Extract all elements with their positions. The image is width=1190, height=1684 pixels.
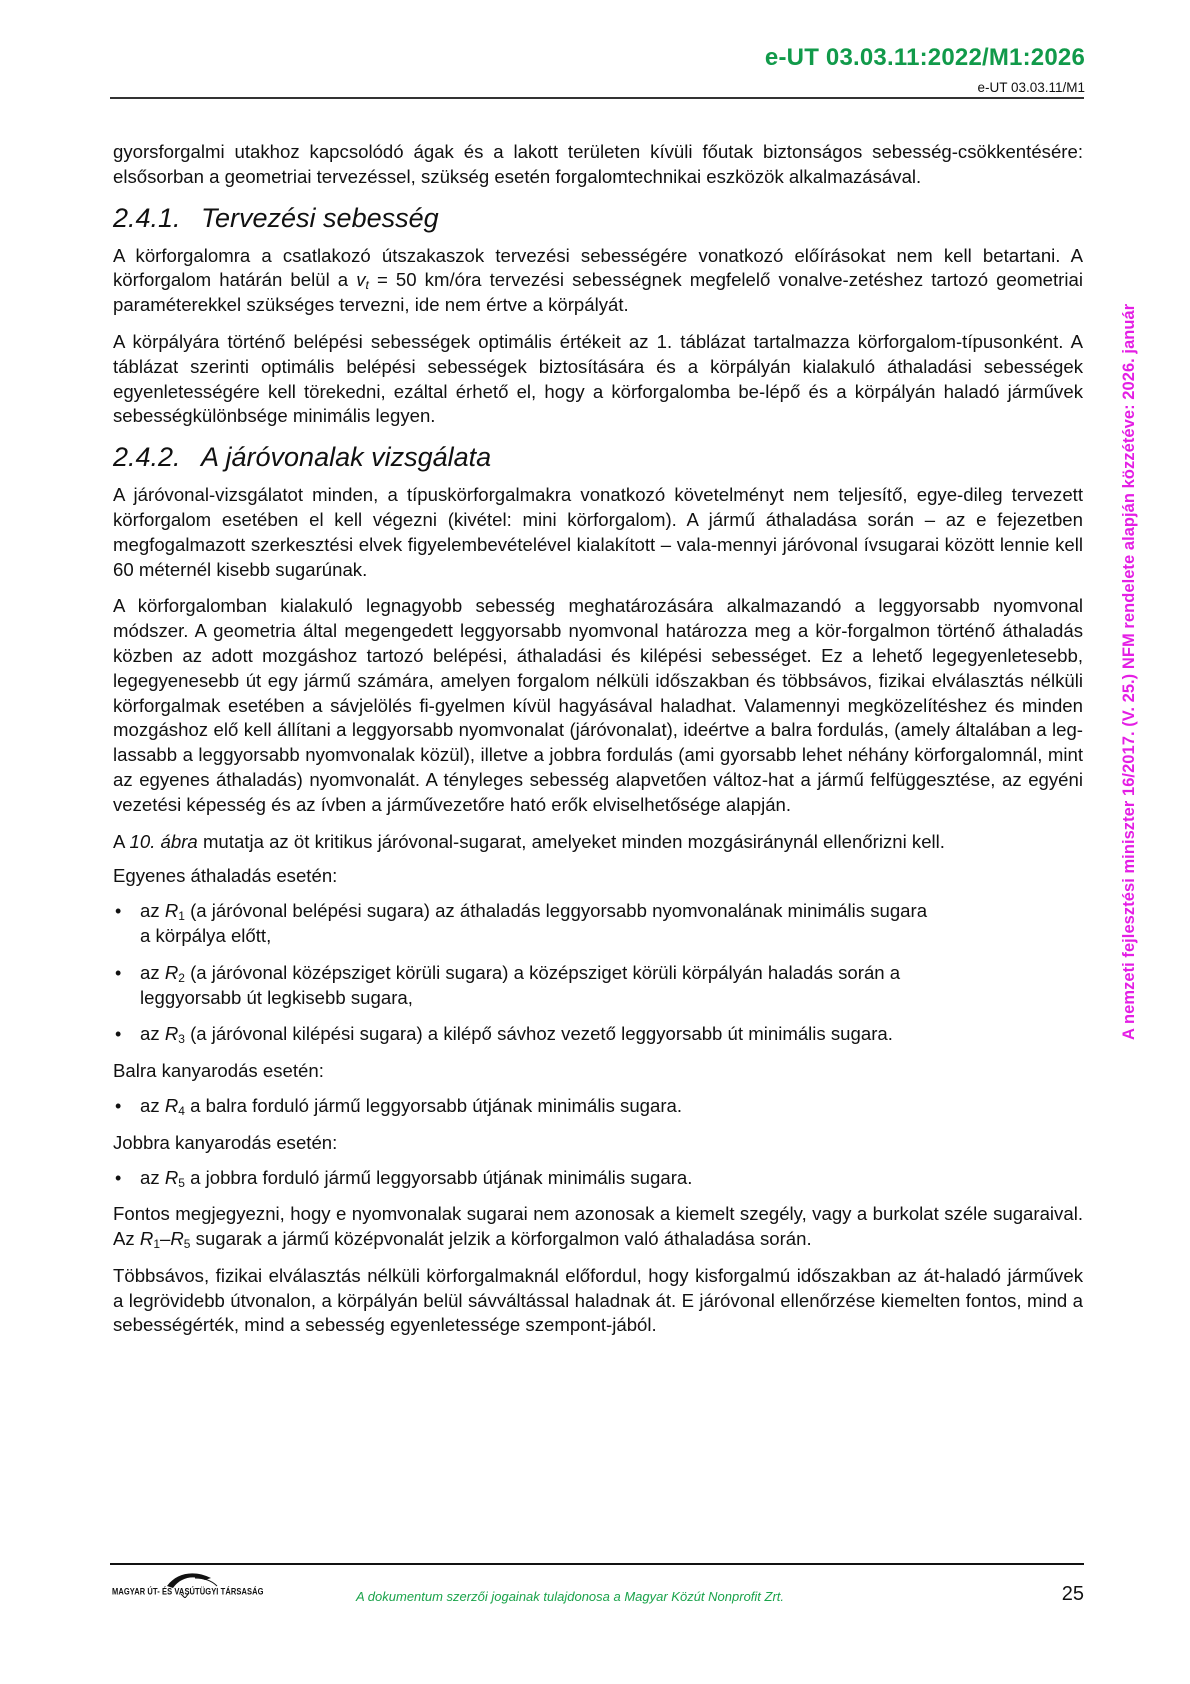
- list-label-straight: Egyenes áthaladás esetén:: [113, 865, 338, 887]
- list-item: [113, 961, 933, 1011]
- list-item: [113, 1094, 1083, 1119]
- variable-subscript: 4: [178, 1103, 185, 1118]
- variable-subscript: 5: [178, 1175, 185, 1190]
- section-number: 2.4.2.: [113, 442, 181, 473]
- text-run: az: [140, 1023, 165, 1045]
- variable-subscript: 5: [183, 1237, 191, 1252]
- section-heading-2-4-1: [113, 202, 1083, 234]
- variable-subscript: t: [365, 278, 369, 293]
- paragraph: [113, 830, 1083, 855]
- footer-logo: [110, 1568, 280, 1604]
- list-label-right: Jobbra kanyarodás esetén:: [113, 1131, 338, 1153]
- bullet-list-straight: [113, 899, 1083, 1047]
- text-run: –: [160, 1228, 171, 1250]
- variable-subscript: 3: [178, 1032, 185, 1047]
- text-run: sugarak a jármű középvonalát jelzik a körforgalmon való áthaladása során.: [190, 1228, 812, 1250]
- text-run: A körforgalomra a csatlakozó útszakaszok tervezési sebességére vonatkozó előírásokat nem kell betartani. A körforgalom határán belül a: [113, 244, 1083, 291]
- header-divider: [110, 97, 1084, 99]
- text-run: mutatja az öt kritikus járóvonal-sugarat, amelyeket minden mozgásiránynál ellenőrizni kell.: [197, 830, 945, 852]
- intro-paragraph: gyorsforgalmi utakhoz kapcsolódó ágak és a lakott területen kívüli főutak biztonságos sebesség-csökkentésére: elsősorban a geometriai tervezéssel, szükség esetén forgalomtechnikai eszközök alkalmazásával.: [113, 141, 1083, 187]
- text-run: az: [140, 1094, 165, 1116]
- variable-subscript: 1: [153, 1237, 160, 1252]
- paragraph: A járóvonal-vizsgálatot minden, a típuskörforgalmakra vonatkozó követelményt nem teljesítő, egye-dileg tervezett körforgalom esetében el kell végezni (kivétel: mini körforgalom). A jármű áthaladása során – az e fejezetben megfogalmazott szerkesztési elvek figyelembevételével kialakított – vala-mennyi járóvonal ívsugarai között lennie kell 60 méternél kisebb sugarúnak.: [113, 484, 1083, 580]
- section-title: Tervezési sebesség: [201, 202, 439, 233]
- variable: R: [170, 1228, 184, 1250]
- text-run: a balra forduló jármű leggyorsabb útjának minimális sugara.: [184, 1094, 683, 1116]
- paragraph: A körforgalomban kialakuló legnagyobb sebesség meghatározására alkalmazandó a leggyorsabb nyomvonal módszer. A geometria által megengedett leggyorsabb nyomvonal határozza meg a kör-forgalmon történő áthaladás közben az adott mozgáshoz tartozó belépési, áthaladási és kilépési sebességet. Ez a lehető legegyenletesebb, legegyenesebb út egy jármű számára, amelyen forgalom nélküli időszakban és többsávos, fizikai elválasztás nélküli körforgalmak esetében a sávjelölés fi-gyelmen kívül hagyásával haladhat. Valamennyi megközelítéshez és minden mozgáshoz elő kell állítani a leggyorsabb nyomvonalat (járóvonalat), ideértve a balra fordulás, (amely általában a leg-lassabb a leggyorsabb nyomvonalak közül), illetve a jobbra fordulás (ami gyorsabb lehet néhány körforgalomnál, mint az egyenes áthaladás) nyomvonalát. A tényleges sebesség alapvetően változ-hat a jármű felfüggesztése, az egyéni vezetési képesség és az ívben a járművezetőre ható erők elviselhetősége alapján.: [113, 595, 1083, 815]
- text-run: (a járóvonal belépési sugara) az áthaladás leggyorsabb nyomvonalának minimális sugara a körpálya előtt,: [140, 900, 928, 946]
- section-title: A járóvonalak vizsgálata: [201, 442, 492, 473]
- variable: R: [164, 961, 179, 983]
- list-item: [113, 899, 933, 949]
- variable: v: [356, 269, 366, 291]
- page-content: [113, 140, 1083, 1350]
- variable: R: [164, 900, 179, 922]
- paragraph: [113, 1202, 1083, 1252]
- text-run: az: [140, 961, 165, 983]
- variable-subscript: 2: [178, 970, 185, 985]
- document-subcode: e-UT 03.03.11/M1: [977, 80, 1085, 95]
- variable: R: [139, 1228, 154, 1250]
- section-number: 2.4.1.: [113, 202, 181, 233]
- variable: R: [164, 1094, 179, 1116]
- text-run: = 50 km/óra tervezési sebességnek megfelelő vonalve-zetéshez tartozó geometriai paraméterekkel szükséges tervezni, ide nem értve a körpályát.: [113, 269, 1083, 316]
- paragraph: Többsávos, fizikai elválasztás nélküli körforgalmaknál előfordul, hogy kisforgalmú időszakban az át-haladó járművek a legrövidebb útvonalon, a körpályán belül sávváltással haladnak át. E járóvonal ellenőrzése kiemelten fontos, mind a sebességérték, mind a sebesség egyenletessége szempont-jából.: [113, 1264, 1083, 1336]
- page-number: 25: [1061, 1583, 1084, 1605]
- text-run: Fontos megjegyezni, hogy e nyomvonalak sugarai nem azonosak a kiemelt szegély, vagy a burkolat széle sugaraival. Az: [113, 1203, 1083, 1250]
- organization-name: MAGYAR ÚT- ÉS VASÚTÜGYI TÁRSASÁG: [112, 1586, 264, 1597]
- variable-subscript: 1: [178, 909, 185, 924]
- text-run: az: [140, 900, 165, 922]
- text-run: az: [140, 1166, 165, 1188]
- variable: R: [164, 1166, 179, 1188]
- copyright-notice: A dokumentum szerzői jogainak tulajdonosa a Magyar Közút Nonprofit Zrt.: [356, 1589, 785, 1604]
- paragraph: A körpályára történő belépési sebességek optimális értékeit az 1. táblázat tartalmazza körforgalom-típusonként. A táblázat szerinti optimális belépési sebességek biztosítására és a körpályán kialakuló áthaladási sebességek egyenletességére kell törekedni, ezáltal érhető el, hogy a körforgalomba be-lépő és a körpályán haladó járművek sebességkülönbsége minimális legyen.: [113, 330, 1083, 427]
- list-item: [113, 1166, 1083, 1191]
- paragraph: [113, 244, 1083, 318]
- footer-divider: [110, 1563, 1084, 1565]
- text-run: a jobbra forduló jármű leggyorsabb útjának minimális sugara.: [184, 1166, 693, 1188]
- figure-reference-link[interactable]: 10. ábra: [129, 830, 198, 852]
- list-item: [113, 1022, 1083, 1047]
- text-run: (a járóvonal középsziget körüli sugara) a középsziget körüli körpályán haladás során a leggyorsabb út legkisebb sugara,: [140, 961, 901, 1008]
- bullet-list-right: [113, 1166, 1083, 1191]
- text-run: A: [113, 830, 130, 852]
- text-run: (a járóvonal kilépési sugara) a kilépő sávhoz vezető leggyorsabb út minimális sugara.: [184, 1023, 893, 1045]
- list-label-left: Balra kanyarodás esetén:: [113, 1060, 324, 1082]
- variable: R: [164, 1023, 179, 1045]
- bullet-list-left: [113, 1094, 1083, 1119]
- document-code: e-UT 03.03.11:2022/M1:2026: [764, 44, 1085, 71]
- publication-watermark: A nemzeti fejlesztési miniszter 16/2017. (V. 25.) NFM rendelete alapján közzétéve: 2026. január: [1120, 303, 1138, 1040]
- section-heading-2-4-2: [113, 441, 1083, 473]
